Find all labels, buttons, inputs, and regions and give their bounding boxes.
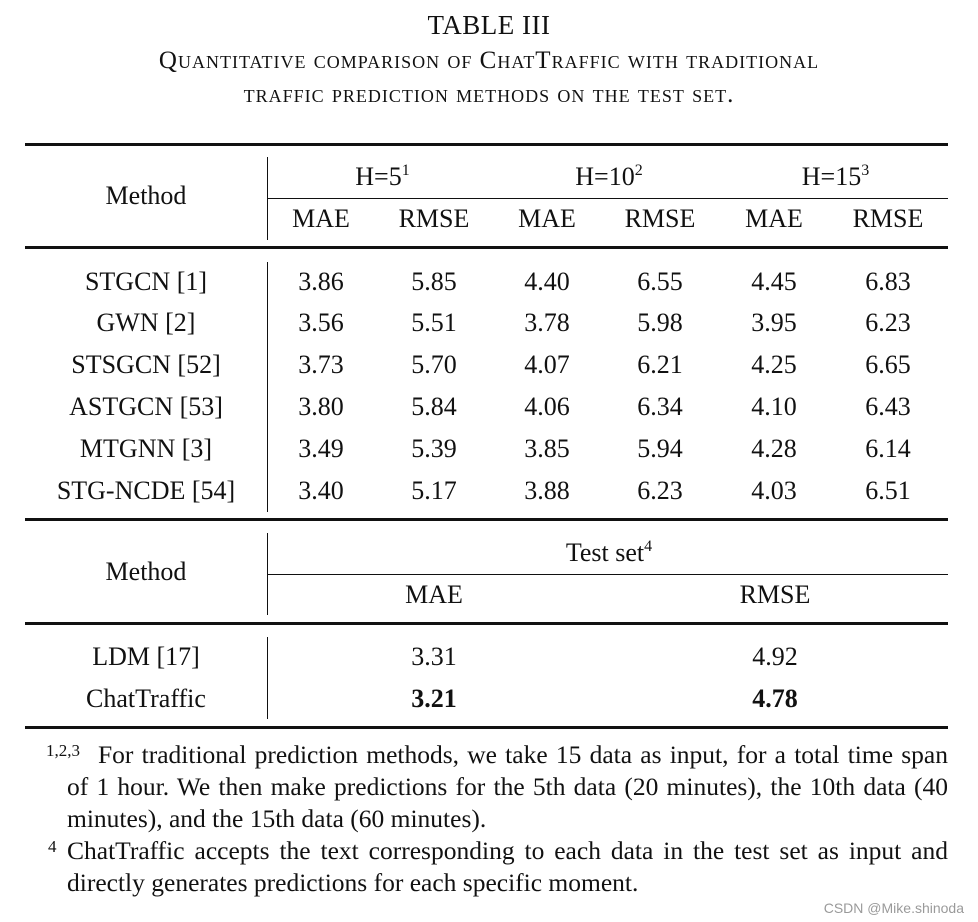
value-cell: 6.21 — [637, 350, 683, 379]
best-value-cell: 4.78 — [752, 684, 798, 713]
value-cell: 6.51 — [865, 476, 911, 505]
value-cell: 5.70 — [411, 350, 457, 379]
value-cell: 3.78 — [524, 308, 570, 337]
value-cell: 6.83 — [865, 267, 911, 296]
value-cell: 4.07 — [524, 350, 570, 379]
method-name: MTGNN [3] — [79, 434, 213, 463]
metric-header: MAE — [745, 204, 803, 233]
value-cell: 5.84 — [411, 392, 457, 421]
testset-underline — [268, 574, 948, 575]
footnote-mark: 4 — [48, 837, 57, 856]
value-cell: 3.73 — [298, 350, 344, 379]
metric-header: MAE — [292, 204, 350, 233]
value-cell: 4.10 — [751, 392, 797, 421]
horizon-header-10: $H=10^2$ — [575, 162, 643, 191]
testset-header: Test set$^4$ — [565, 538, 653, 567]
value-cell: 3.86 — [298, 267, 344, 296]
metric-header: RMSE — [398, 204, 470, 233]
value-cell: 5.39 — [411, 434, 457, 463]
value-cell: 5.98 — [637, 308, 683, 337]
value-cell: 6.14 — [865, 434, 911, 463]
value-cell: 3.95 — [751, 308, 797, 337]
header-rule — [25, 246, 948, 249]
watermark: CSDN @Mike.shinoda — [823, 900, 964, 916]
value-cell: 5.85 — [411, 267, 457, 296]
horizon-header-15: $H=15^3$ — [801, 162, 870, 191]
footnote-mark: 1,2,3 — [46, 741, 80, 760]
table2-body-divider — [267, 637, 268, 719]
horizon-underline — [268, 198, 948, 199]
method-header: Method — [105, 557, 187, 586]
top-rule — [25, 143, 948, 146]
value-cell: 3.80 — [298, 392, 344, 421]
table-number: TABLE III — [427, 10, 551, 40]
bottom-rule — [25, 726, 948, 729]
value-cell: 5.51 — [411, 308, 457, 337]
value-cell: 4.25 — [751, 350, 797, 379]
footnote-text: ChatTraffic accepts the text corresponding to each data in the test set as input and directly generates predictions for each specific moment. — [67, 836, 948, 897]
table2-header-divider — [267, 533, 268, 615]
method-name: STG-NCDE [54] — [56, 476, 236, 505]
method-name: STGCN [1] — [84, 267, 208, 296]
value-cell: 6.23 — [637, 476, 683, 505]
mid-rule — [25, 518, 948, 521]
value-cell: 3.85 — [524, 434, 570, 463]
body-divider — [267, 262, 268, 512]
method-name: ChatTraffic — [86, 684, 206, 713]
value-cell: 6.34 — [637, 392, 683, 421]
value-cell: 5.94 — [637, 434, 683, 463]
method-name: STSGCN [52] — [71, 350, 221, 379]
value-cell: 4.28 — [751, 434, 797, 463]
value-cell: 4.03 — [751, 476, 797, 505]
metric-header: MAE — [405, 580, 463, 609]
value-cell: 6.65 — [865, 350, 911, 379]
value-cell: 4.40 — [524, 267, 570, 296]
metric-header: RMSE — [852, 204, 924, 233]
value-cell: 6.55 — [637, 267, 683, 296]
metric-header: RMSE — [624, 204, 696, 233]
method-header: Method — [105, 181, 187, 210]
table2-header-rule — [25, 622, 948, 625]
value-cell: 3.56 — [298, 308, 344, 337]
value-cell: 6.23 — [865, 308, 911, 337]
footnote-1 — [46, 739, 948, 835]
value-cell: 5.17 — [411, 476, 457, 505]
best-value-cell: 3.21 — [411, 684, 457, 713]
value-cell: 4.45 — [751, 267, 797, 296]
value-cell: 6.43 — [865, 392, 911, 421]
value-cell: 3.49 — [298, 434, 344, 463]
metric-header: RMSE — [739, 580, 811, 609]
metric-header: MAE — [518, 204, 576, 233]
value-cell: 4.06 — [524, 392, 570, 421]
footnote-2 — [46, 835, 948, 899]
value-cell: 3.88 — [524, 476, 570, 505]
value-cell: 4.92 — [752, 642, 798, 671]
method-name: ASTGCN [53] — [69, 392, 223, 421]
header-divider — [267, 157, 268, 240]
method-name: LDM [17] — [92, 642, 200, 671]
value-cell: 3.40 — [298, 476, 344, 505]
table-caption — [0, 44, 978, 112]
caption-line-1: Quantitative comparison of ChatTraffic with traditional — [158, 47, 820, 74]
caption-line-2: traffic prediction methods on the test set. — [243, 81, 735, 108]
footnote-text: For traditional prediction methods, we take 15 data as input, for a total time span of 1 hour. We then make predictions for the 5th data (20 minutes), the 10th data (40 minutes), and the 15th data (60 minutes). — [67, 740, 948, 833]
value-cell: 3.31 — [411, 642, 457, 671]
horizon-header-5: $H=5^1$ — [355, 162, 410, 191]
method-name: GWN [2] — [96, 308, 196, 337]
